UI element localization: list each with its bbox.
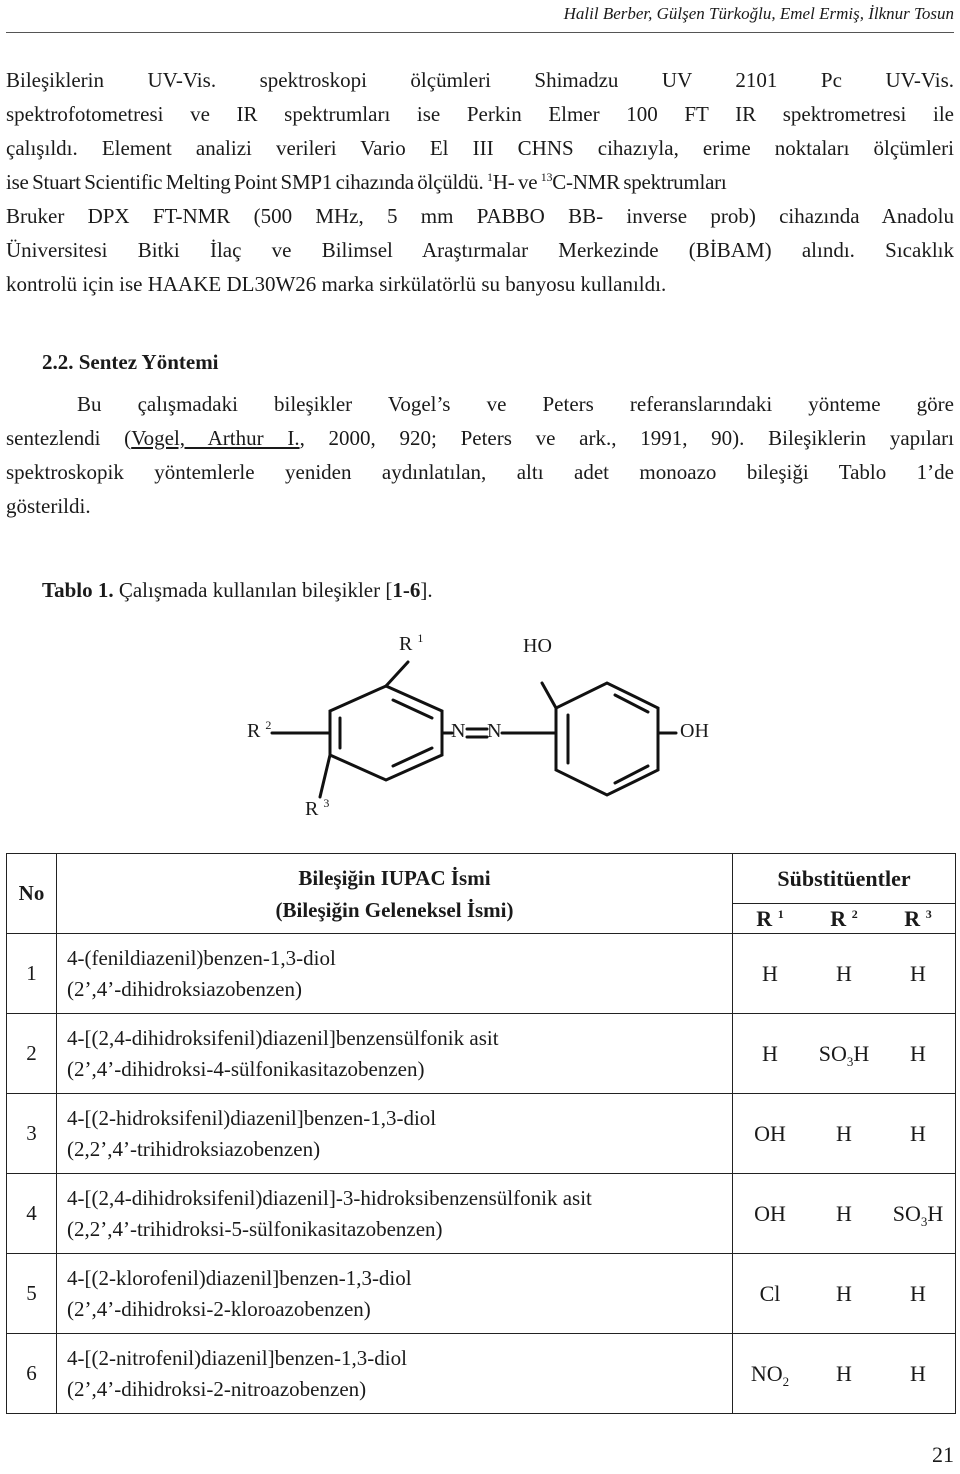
- paragraph-line: gösterildi.: [6, 494, 91, 518]
- formula-part: H: [853, 1040, 870, 1066]
- azo-structure-diagram: [230, 625, 750, 830]
- azo-n-right: N: [487, 720, 502, 742]
- r2-label: [247, 720, 271, 743]
- cell-no: 5: [7, 1254, 57, 1334]
- col-header-r1: [733, 904, 808, 934]
- cell-r1: [733, 1334, 808, 1414]
- table-row: [7, 1094, 956, 1174]
- text-run: H- ve: [492, 170, 538, 194]
- cell-name: [57, 934, 733, 1014]
- col-header-name: [57, 854, 733, 934]
- header-r: R: [904, 905, 921, 931]
- cell-name: [57, 1334, 733, 1414]
- cell-r1: OH: [733, 1174, 808, 1254]
- common-name: (2’,4’-dihidroksi-2-nitroazobenzen): [67, 1376, 367, 1401]
- paragraph-line: spektrofotometresi ve IR spektrumları ise Perkin Elmer 100 FT IR spektrometresi ile: [6, 102, 954, 126]
- cell-name: [57, 1174, 733, 1254]
- col-header-r3: [881, 904, 956, 934]
- chem-r: R: [247, 720, 261, 742]
- paragraph-line: [6, 421, 954, 455]
- ho-label: HO: [523, 635, 552, 657]
- caption-end: ].: [420, 578, 433, 602]
- common-name: (2’,4’-dihidroksiazobenzen): [67, 976, 302, 1001]
- cell-r2: H: [807, 1174, 881, 1254]
- paragraph-line: Bileşiklerin UV-Vis. spektroskopi ölçümleri Shimadzu UV 2101 Pc UV-Vis.: [6, 68, 954, 92]
- cell-no: 1: [7, 934, 57, 1014]
- table-header-row: [7, 854, 956, 904]
- superscript: 3: [323, 796, 330, 810]
- header-rule: [6, 32, 954, 33]
- cell-r1: OH: [733, 1094, 808, 1174]
- iupac-name: 4-(fenildiazenil)benzen-1,3-diol: [67, 945, 336, 970]
- cell-r3: [881, 1174, 956, 1254]
- r1-label: [399, 633, 423, 656]
- paragraph-line: spektroskopik yöntemlerle yeniden aydınlatılan, altı adet monoazo bileşiği Tablo 1’de: [6, 460, 954, 484]
- header-iupac: Bileşiğin IUPAC İsmi: [298, 865, 491, 890]
- col-header-substituents: Sübstitüentler: [733, 854, 956, 904]
- formula-part: H: [927, 1200, 944, 1226]
- r3-label: [305, 798, 329, 821]
- common-name: (2’,4’-dihidroksi-2-kloroazobenzen): [67, 1296, 371, 1321]
- chem-r: R: [399, 633, 413, 655]
- col-header-r2: [807, 904, 881, 934]
- superscript: 2: [851, 906, 858, 921]
- cell-no: 4: [7, 1174, 57, 1254]
- iupac-name: 4-[(2-nitrofenil)diazenil]benzen-1,3-diol: [67, 1345, 407, 1370]
- superscript: 1: [487, 170, 493, 184]
- cell-no: 2: [7, 1014, 57, 1094]
- page-number: 21: [932, 1442, 954, 1467]
- double-bond-inner: [615, 695, 648, 712]
- paragraph-line: Bu çalışmadaki bileşikler Vogel’s ve Peters referanslarındaki yönteme göre: [77, 392, 954, 416]
- cell-r1: Cl: [733, 1254, 808, 1334]
- caption-text: Çalışmada kullanılan bileşikler [: [113, 578, 393, 602]
- instrumentation-paragraph: [6, 63, 954, 301]
- common-name: (2,2’,4’-trihidroksiazobenzen): [67, 1136, 321, 1161]
- text-run: sentezlendi (: [6, 426, 132, 450]
- superscript: 2: [265, 718, 272, 732]
- cell-r3: H: [881, 1014, 956, 1094]
- oh-label: OH: [680, 720, 709, 742]
- formula-part: SO: [892, 1200, 921, 1226]
- cell-r1: H: [733, 1014, 808, 1094]
- cell-r2: H: [807, 1094, 881, 1174]
- paragraph-line: [6, 165, 954, 199]
- left-benzene-ring: [330, 686, 442, 780]
- text-run: C-NMR spektrumları: [552, 170, 727, 194]
- superscript: 1: [417, 631, 424, 645]
- superscript: 3: [925, 906, 932, 921]
- cell-r2: H: [807, 1334, 881, 1414]
- cell-r2: [807, 1014, 881, 1094]
- superscript: 1: [777, 906, 784, 921]
- cell-r1: H: [733, 934, 808, 1014]
- paragraph-line: çalışıldı. Element analizi verileri Vario El III CHNS cihazıyla, erime noktaları ölçümleri: [6, 136, 954, 160]
- paragraph-line: Bruker DPX FT-NMR (500 MHz, 5 mm PABBO BB- inverse prob) cihazında Anadolu: [6, 204, 954, 228]
- running-head: Halil Berber, Gülşen Türkoğlu, Emel Ermiş, İlknur Tosun: [563, 4, 954, 23]
- iupac-name: 4-[(2-klorofenil)diazenil]benzen-1,3-diol: [67, 1265, 412, 1290]
- double-bond-inner: [615, 766, 648, 783]
- cell-r3: H: [881, 934, 956, 1014]
- col-header-no: No: [7, 854, 57, 934]
- iupac-name: 4-[(2,4-dihidroksifenil)diazenil]-3-hidroksibenzensülfonik asit: [67, 1185, 592, 1210]
- superscript: 13: [540, 170, 553, 184]
- cell-name: [57, 1094, 733, 1174]
- subscript: 3: [920, 1213, 928, 1229]
- compounds-table: [6, 853, 956, 1414]
- section-heading: 2.2. Sentez Yöntemi: [42, 350, 219, 374]
- cell-name: [57, 1254, 733, 1334]
- caption-label: Tablo 1.: [42, 578, 114, 602]
- table-caption: [42, 578, 433, 603]
- azo-n-left: N: [451, 720, 466, 742]
- r3-bond: [320, 755, 330, 797]
- common-name: (2’,4’-dihidroksi-4-sülfonikasitazobenzen): [67, 1056, 425, 1081]
- right-benzene-ring: [556, 683, 658, 795]
- table-row: [7, 1174, 956, 1254]
- chem-r: R: [305, 798, 319, 820]
- subscript: 3: [846, 1053, 854, 1069]
- iupac-name: 4-[(2,4-dihidroksifenil)diazenil]benzensülfonik asit: [67, 1025, 499, 1050]
- table-row: [7, 1014, 956, 1094]
- subscript: 2: [782, 1373, 790, 1389]
- table-row: [7, 1254, 956, 1334]
- caption-ref: 1-6: [392, 578, 421, 602]
- formula-part: NO: [750, 1360, 783, 1386]
- cell-r2: H: [807, 934, 881, 1014]
- r1-bond: [386, 662, 408, 686]
- header-r: R: [756, 905, 773, 931]
- reference-link[interactable]: Vogel, Arthur I.: [131, 426, 300, 450]
- cell-r3: H: [881, 1254, 956, 1334]
- table-row: [7, 934, 956, 1014]
- cell-no: 3: [7, 1094, 57, 1174]
- common-name: (2,2’,4’-trihidroksi-5-sülfonikasitazobenzen): [67, 1216, 443, 1241]
- formula-part: SO: [818, 1040, 847, 1066]
- cell-r3: H: [881, 1334, 956, 1414]
- text-run: ise Stuart Scientific Melting Point SMP1 cihazında ölçüldü.: [6, 170, 484, 194]
- iupac-name: 4-[(2-hidroksifenil)diazenil]benzen-1,3-diol: [67, 1105, 437, 1130]
- cell-r2: H: [807, 1254, 881, 1334]
- text-run: , 2000, 920; Peters ve ark., 1991, 90). Bileşiklerin yapıları: [299, 426, 955, 450]
- synthesis-paragraph: [6, 387, 954, 523]
- table-row: [7, 1334, 956, 1414]
- cell-name: [57, 1014, 733, 1094]
- header-r: R: [830, 905, 847, 931]
- ho-bond: [542, 683, 556, 708]
- cell-r3: H: [881, 1094, 956, 1174]
- cell-no: 6: [7, 1334, 57, 1414]
- header-common: (Bileşiğin Geleneksel İsmi): [275, 897, 514, 922]
- paragraph-line: kontrolü için ise HAAKE DL30W26 marka sirkülatörlü su banyosu kullanıldı.: [6, 272, 667, 296]
- paragraph-line: Üniversitesi Bitki İlaç ve Bilimsel Araştırmalar Merkezinde (BİBAM) alındı. Sıcaklık: [6, 238, 954, 262]
